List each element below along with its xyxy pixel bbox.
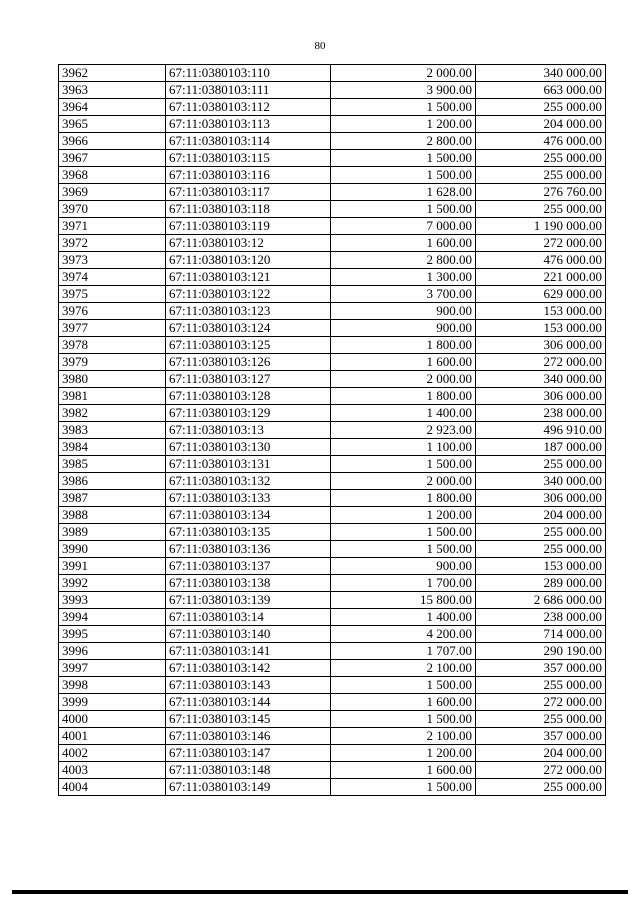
row-number-cell: 3999 — [59, 694, 166, 711]
table-row — [59, 354, 606, 371]
value-cell: 272 000.00 — [476, 694, 606, 711]
area-cell: 1 200.00 — [331, 745, 476, 762]
cadastral-number-cell: 67:11:0380103:135 — [166, 524, 331, 541]
area-cell: 1 800.00 — [331, 388, 476, 405]
value-cell: 272 000.00 — [476, 235, 606, 252]
cadastral-number-cell: 67:11:0380103:12 — [166, 235, 331, 252]
area-cell: 1 500.00 — [331, 99, 476, 116]
area-cell: 1 800.00 — [331, 337, 476, 354]
row-number-cell: 3984 — [59, 439, 166, 456]
table-row — [59, 303, 606, 320]
cadastral-number-cell: 67:11:0380103:114 — [166, 133, 331, 150]
cadastral-number-cell: 67:11:0380103:133 — [166, 490, 331, 507]
row-number-cell: 3976 — [59, 303, 166, 320]
area-cell: 2 800.00 — [331, 252, 476, 269]
area-cell: 900.00 — [331, 558, 476, 575]
value-cell: 276 760.00 — [476, 184, 606, 201]
table-row — [59, 65, 606, 82]
value-cell: 714 000.00 — [476, 626, 606, 643]
table-row — [59, 422, 606, 439]
row-number-cell: 3972 — [59, 235, 166, 252]
area-cell: 2 100.00 — [331, 728, 476, 745]
row-number-cell: 3965 — [59, 116, 166, 133]
value-cell: 204 000.00 — [476, 507, 606, 524]
value-cell: 1 190 000.00 — [476, 218, 606, 235]
area-cell: 1 300.00 — [331, 269, 476, 286]
cadastral-number-cell: 67:11:0380103:115 — [166, 150, 331, 167]
table-row — [59, 388, 606, 405]
table-row — [59, 99, 606, 116]
land-parcel-table — [58, 64, 606, 796]
page-number: 80 — [314, 40, 326, 52]
area-cell: 1 628.00 — [331, 184, 476, 201]
cadastral-number-cell: 67:11:0380103:122 — [166, 286, 331, 303]
cadastral-number-cell: 67:11:0380103:116 — [166, 167, 331, 184]
value-cell: 153 000.00 — [476, 558, 606, 575]
value-cell: 187 000.00 — [476, 439, 606, 456]
row-number-cell: 3990 — [59, 541, 166, 558]
area-cell: 1 100.00 — [331, 439, 476, 456]
value-cell: 357 000.00 — [476, 660, 606, 677]
value-cell: 496 910.00 — [476, 422, 606, 439]
row-number-cell: 3991 — [59, 558, 166, 575]
value-cell: 204 000.00 — [476, 745, 606, 762]
cadastral-number-cell: 67:11:0380103:137 — [166, 558, 331, 575]
area-cell: 2 100.00 — [331, 660, 476, 677]
area-cell: 2 923.00 — [331, 422, 476, 439]
row-number-cell: 3983 — [59, 422, 166, 439]
cadastral-number-cell: 67:11:0380103:148 — [166, 762, 331, 779]
value-cell: 255 000.00 — [476, 201, 606, 218]
table-row — [59, 507, 606, 524]
value-cell: 340 000.00 — [476, 371, 606, 388]
area-cell: 4 200.00 — [331, 626, 476, 643]
row-number-cell: 3963 — [59, 82, 166, 99]
value-cell: 238 000.00 — [476, 609, 606, 626]
cadastral-number-cell: 67:11:0380103:134 — [166, 507, 331, 524]
row-number-cell: 4004 — [59, 779, 166, 796]
value-cell: 340 000.00 — [476, 65, 606, 82]
area-cell: 900.00 — [331, 303, 476, 320]
value-cell: 255 000.00 — [476, 99, 606, 116]
table-row — [59, 201, 606, 218]
area-cell: 2 000.00 — [331, 371, 476, 388]
row-number-cell: 3993 — [59, 592, 166, 609]
value-cell: 290 190.00 — [476, 643, 606, 660]
value-cell: 255 000.00 — [476, 167, 606, 184]
value-cell: 238 000.00 — [476, 405, 606, 422]
cadastral-number-cell: 67:11:0380103:144 — [166, 694, 331, 711]
cadastral-number-cell: 67:11:0380103:124 — [166, 320, 331, 337]
value-cell: 476 000.00 — [476, 252, 606, 269]
table-row — [59, 490, 606, 507]
table-row — [59, 184, 606, 201]
table-body — [59, 65, 606, 796]
area-cell: 3 700.00 — [331, 286, 476, 303]
row-number-cell: 3973 — [59, 252, 166, 269]
row-number-cell: 3967 — [59, 150, 166, 167]
row-number-cell: 3995 — [59, 626, 166, 643]
value-cell: 306 000.00 — [476, 490, 606, 507]
table-row — [59, 541, 606, 558]
cadastral-number-cell: 67:11:0380103:149 — [166, 779, 331, 796]
area-cell: 900.00 — [331, 320, 476, 337]
area-cell: 7 000.00 — [331, 218, 476, 235]
row-number-cell: 3978 — [59, 337, 166, 354]
area-cell: 1 500.00 — [331, 150, 476, 167]
value-cell: 272 000.00 — [476, 762, 606, 779]
cadastral-number-cell: 67:11:0380103:132 — [166, 473, 331, 490]
row-number-cell: 3992 — [59, 575, 166, 592]
value-cell: 153 000.00 — [476, 303, 606, 320]
row-number-cell: 3968 — [59, 167, 166, 184]
area-cell: 2 000.00 — [331, 473, 476, 490]
value-cell: 255 000.00 — [476, 779, 606, 796]
cadastral-number-cell: 67:11:0380103:131 — [166, 456, 331, 473]
row-number-cell: 3986 — [59, 473, 166, 490]
table-row — [59, 337, 606, 354]
row-number-cell: 3971 — [59, 218, 166, 235]
row-number-cell: 3979 — [59, 354, 166, 371]
cadastral-number-cell: 67:11:0380103:13 — [166, 422, 331, 439]
table-row — [59, 116, 606, 133]
value-cell: 255 000.00 — [476, 524, 606, 541]
value-cell: 289 000.00 — [476, 575, 606, 592]
cadastral-number-cell: 67:11:0380103:140 — [166, 626, 331, 643]
value-cell: 255 000.00 — [476, 677, 606, 694]
value-cell: 153 000.00 — [476, 320, 606, 337]
table-row — [59, 677, 606, 694]
cadastral-number-cell: 67:11:0380103:147 — [166, 745, 331, 762]
value-cell: 255 000.00 — [476, 150, 606, 167]
area-cell: 3 900.00 — [331, 82, 476, 99]
cadastral-number-cell: 67:11:0380103:123 — [166, 303, 331, 320]
cadastral-number-cell: 67:11:0380103:127 — [166, 371, 331, 388]
table-row — [59, 728, 606, 745]
table-row — [59, 643, 606, 660]
value-cell: 255 000.00 — [476, 456, 606, 473]
row-number-cell: 4001 — [59, 728, 166, 745]
value-cell: 340 000.00 — [476, 473, 606, 490]
row-number-cell: 3975 — [59, 286, 166, 303]
value-cell: 2 686 000.00 — [476, 592, 606, 609]
cadastral-number-cell: 67:11:0380103:129 — [166, 405, 331, 422]
table-row — [59, 779, 606, 796]
value-cell: 629 000.00 — [476, 286, 606, 303]
area-cell: 1 200.00 — [331, 507, 476, 524]
table-row — [59, 626, 606, 643]
table-row — [59, 405, 606, 422]
cadastral-number-cell: 67:11:0380103:146 — [166, 728, 331, 745]
row-number-cell: 3982 — [59, 405, 166, 422]
row-number-cell: 3962 — [59, 65, 166, 82]
table-row — [59, 762, 606, 779]
area-cell: 15 800.00 — [331, 592, 476, 609]
table-row — [59, 150, 606, 167]
table-row — [59, 558, 606, 575]
area-cell: 1 707.00 — [331, 643, 476, 660]
cadastral-number-cell: 67:11:0380103:142 — [166, 660, 331, 677]
table-row — [59, 609, 606, 626]
row-number-cell: 3964 — [59, 99, 166, 116]
cadastral-number-cell: 67:11:0380103:139 — [166, 592, 331, 609]
value-cell: 255 000.00 — [476, 541, 606, 558]
table-row — [59, 592, 606, 609]
area-cell: 1 500.00 — [331, 167, 476, 184]
cadastral-number-cell: 67:11:0380103:119 — [166, 218, 331, 235]
area-cell: 1 500.00 — [331, 677, 476, 694]
cadastral-number-cell: 67:11:0380103:128 — [166, 388, 331, 405]
cadastral-number-cell: 67:11:0380103:110 — [166, 65, 331, 82]
table-row — [59, 269, 606, 286]
value-cell: 255 000.00 — [476, 711, 606, 728]
cadastral-number-cell: 67:11:0380103:113 — [166, 116, 331, 133]
cadastral-number-cell: 67:11:0380103:130 — [166, 439, 331, 456]
cadastral-number-cell: 67:11:0380103:112 — [166, 99, 331, 116]
area-cell: 1 500.00 — [331, 779, 476, 796]
row-number-cell: 3970 — [59, 201, 166, 218]
cadastral-number-cell: 67:11:0380103:138 — [166, 575, 331, 592]
row-number-cell: 3987 — [59, 490, 166, 507]
table-row — [59, 320, 606, 337]
bottom-rule — [12, 890, 628, 894]
table-row — [59, 252, 606, 269]
row-number-cell: 4002 — [59, 745, 166, 762]
area-cell: 1 500.00 — [331, 456, 476, 473]
cadastral-number-cell: 67:11:0380103:136 — [166, 541, 331, 558]
area-cell: 2 800.00 — [331, 133, 476, 150]
row-number-cell: 3988 — [59, 507, 166, 524]
table-row — [59, 133, 606, 150]
table-row — [59, 235, 606, 252]
area-cell: 1 800.00 — [331, 490, 476, 507]
cadastral-number-cell: 67:11:0380103:143 — [166, 677, 331, 694]
row-number-cell: 3997 — [59, 660, 166, 677]
table-row — [59, 575, 606, 592]
value-cell: 476 000.00 — [476, 133, 606, 150]
area-cell: 1 400.00 — [331, 609, 476, 626]
area-cell: 1 600.00 — [331, 762, 476, 779]
table-row — [59, 439, 606, 456]
row-number-cell: 3980 — [59, 371, 166, 388]
table-row — [59, 167, 606, 184]
area-cell: 1 600.00 — [331, 694, 476, 711]
cadastral-number-cell: 67:11:0380103:145 — [166, 711, 331, 728]
value-cell: 357 000.00 — [476, 728, 606, 745]
value-cell: 306 000.00 — [476, 388, 606, 405]
row-number-cell: 3974 — [59, 269, 166, 286]
row-number-cell: 3998 — [59, 677, 166, 694]
row-number-cell: 3977 — [59, 320, 166, 337]
row-number-cell: 4000 — [59, 711, 166, 728]
area-cell: 1 700.00 — [331, 575, 476, 592]
cadastral-number-cell: 67:11:0380103:125 — [166, 337, 331, 354]
area-cell: 1 600.00 — [331, 354, 476, 371]
table-row — [59, 711, 606, 728]
cadastral-number-cell: 67:11:0380103:111 — [166, 82, 331, 99]
row-number-cell: 3969 — [59, 184, 166, 201]
table-row — [59, 524, 606, 541]
table-row — [59, 371, 606, 388]
area-cell: 1 500.00 — [331, 541, 476, 558]
row-number-cell: 3985 — [59, 456, 166, 473]
row-number-cell: 3989 — [59, 524, 166, 541]
row-number-cell: 3994 — [59, 609, 166, 626]
table-row — [59, 218, 606, 235]
table-row — [59, 660, 606, 677]
table-row — [59, 473, 606, 490]
area-cell: 1 500.00 — [331, 711, 476, 728]
area-cell: 1 200.00 — [331, 116, 476, 133]
cadastral-number-cell: 67:11:0380103:14 — [166, 609, 331, 626]
table-row — [59, 694, 606, 711]
row-number-cell: 3981 — [59, 388, 166, 405]
value-cell: 204 000.00 — [476, 116, 606, 133]
value-cell: 272 000.00 — [476, 354, 606, 371]
value-cell: 663 000.00 — [476, 82, 606, 99]
area-cell: 1 500.00 — [331, 201, 476, 218]
cadastral-number-cell: 67:11:0380103:121 — [166, 269, 331, 286]
cadastral-number-cell: 67:11:0380103:117 — [166, 184, 331, 201]
row-number-cell: 3966 — [59, 133, 166, 150]
cadastral-number-cell: 67:11:0380103:120 — [166, 252, 331, 269]
area-cell: 1 500.00 — [331, 524, 476, 541]
cadastral-number-cell: 67:11:0380103:141 — [166, 643, 331, 660]
table-row — [59, 82, 606, 99]
cadastral-number-cell: 67:11:0380103:118 — [166, 201, 331, 218]
table-row — [59, 286, 606, 303]
area-cell: 1 400.00 — [331, 405, 476, 422]
value-cell: 306 000.00 — [476, 337, 606, 354]
row-number-cell: 3996 — [59, 643, 166, 660]
area-cell: 2 000.00 — [331, 65, 476, 82]
cadastral-number-cell: 67:11:0380103:126 — [166, 354, 331, 371]
value-cell: 221 000.00 — [476, 269, 606, 286]
row-number-cell: 4003 — [59, 762, 166, 779]
table-row — [59, 745, 606, 762]
area-cell: 1 600.00 — [331, 235, 476, 252]
table-row — [59, 456, 606, 473]
